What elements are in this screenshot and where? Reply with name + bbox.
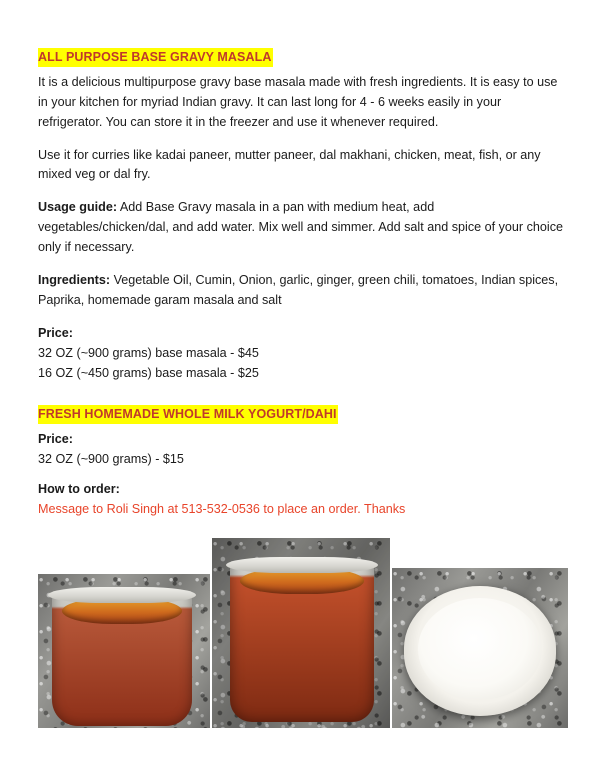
curry-container xyxy=(230,560,374,722)
usage-guide-text: Add Base Gravy masala in a pan with medium heat, add vegetables/chicken/dal, and add water. Mix well and simmer. Add salt and spice of your choice only if necessary. xyxy=(38,200,564,255)
container-rim xyxy=(48,587,196,603)
base-gravy-price-block xyxy=(38,324,568,384)
curry-container xyxy=(52,590,192,726)
base-gravy-price-32oz: 32 OZ (~900 grams) base masala - $45 xyxy=(38,345,259,360)
base-gravy-price-16oz: 16 OZ (~450 grams) base masala - $25 xyxy=(38,365,259,380)
yogurt-bowl-photo xyxy=(392,568,568,728)
section-heading-yogurt: FRESH HOMEMADE WHOLE MILK YOGURT/DAHI xyxy=(38,405,338,424)
yogurt-price-block xyxy=(38,430,568,470)
ingredients-paragraph xyxy=(38,271,568,311)
base-gravy-description-paragraph: It is a delicious multipurpose gravy base masala made with fresh ingredients. It is easy to use in your kitchen for myriad Indian gravy. It can last long for 4 - 6 weeks easily in your refrigerator. You can store it in the freezer and use it whenever required. xyxy=(38,74,558,129)
usage-guide-label: Usage guide: xyxy=(38,200,118,215)
yogurt-price-32oz: 32 OZ (~900 grams) - $15 xyxy=(38,452,184,467)
how-to-order-title: How to order: xyxy=(38,482,120,497)
yogurt-price-title: Price: xyxy=(38,432,74,447)
product-photo-row xyxy=(38,538,568,728)
how-to-order-contact-text: Message to Roli Singh at 513-532-0536 to place an order. Thanks xyxy=(38,502,406,516)
yogurt-surface xyxy=(418,598,542,700)
usage-guide-paragraph xyxy=(38,198,568,258)
curry-tub-small-photo xyxy=(38,574,210,728)
yogurt-bowl xyxy=(404,586,556,716)
curry-tub-large-photo xyxy=(212,538,390,728)
base-gravy-usage-examples-paragraph: Use it for curries like kadai paneer, mutter paneer, dal makhani, chicken, meat, fish, or any mixed veg or dal fry. xyxy=(38,147,541,182)
ingredients-label: Ingredients: xyxy=(38,273,111,287)
section-heading-base-gravy-masala: ALL PURPOSE BASE GRAVY MASALA xyxy=(38,48,273,67)
ingredients-text: Vegetable Oil, Cumin, Onion, garlic, ginger, green chili, tomatoes, Indian spices, Paprika, homemade garam masala and salt xyxy=(38,273,559,307)
base-gravy-price-title: Price: xyxy=(38,325,74,340)
container-rim xyxy=(226,557,378,573)
